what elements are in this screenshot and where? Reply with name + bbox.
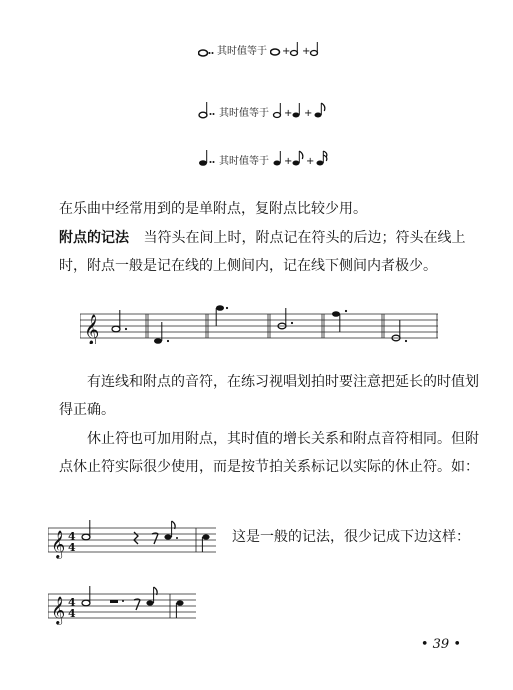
staff-dot-placement [80, 304, 440, 344]
double-dotted-quarter-note-icon [198, 148, 216, 168]
paragraph-single-dot: 在乐曲中经常用到的是单附点，复附点比较少用。 [59, 201, 367, 217]
inline-caption: 这是一般的记法，很少记成下边这样： [232, 529, 470, 545]
page-number: • 39 • [420, 637, 461, 652]
svg-text:4: 4 [68, 607, 76, 620]
svg-text:+: + [282, 46, 291, 57]
svg-text:𝄞: 𝄞 [51, 596, 66, 624]
paragraph-body: 当符头在间上时，附点记在符头的后边；符头在线上时，附点一般是记在线的上侧间内，记在线下侧间内者极少。 [59, 230, 466, 274]
svg-text:+: + [304, 108, 313, 119]
section-heading: 附点的记法 [59, 230, 129, 246]
equation-label: 其时值等于 [217, 46, 267, 57]
staff-usual-notation [48, 520, 218, 560]
svg-text:+: + [284, 108, 293, 119]
paragraph-dot-notation [59, 224, 479, 280]
svg-text:4: 4 [68, 541, 76, 554]
dotted-half-note-icon [198, 100, 216, 120]
equation-line-3 [198, 148, 338, 168]
svg-text:4: 4 [68, 596, 76, 609]
equation-line-2 [198, 100, 336, 120]
svg-text:+: + [306, 156, 315, 167]
equation-label: 其时值等于 [219, 156, 269, 167]
note-sum-icon [272, 100, 336, 120]
equation-line-1 [198, 40, 330, 58]
dotted-whole-note-icon [198, 44, 214, 58]
svg-text:4: 4 [68, 530, 76, 543]
equation-label: 其时值等于 [219, 108, 269, 119]
svg-text:𝄞: 𝄞 [84, 315, 100, 344]
paragraph-dotted-rests: 休止符也可加用附点，其时值的增长关系和附点音符相同。但附点休止符实际很少使用，而是按节拍关系标记以实际的休止符。如： [59, 431, 479, 475]
svg-text:+: + [284, 156, 293, 167]
note-sum-icon [272, 148, 338, 168]
paragraph-tie-and-dot: 有连线和附点的音符，在练习视唱划拍时要注意把延长的时值划得正确。 [59, 374, 479, 418]
svg-text:𝄞: 𝄞 [51, 530, 66, 558]
staff-rare-notation [48, 586, 198, 626]
svg-text:+: + [302, 46, 311, 57]
note-sum-icon [270, 40, 330, 58]
